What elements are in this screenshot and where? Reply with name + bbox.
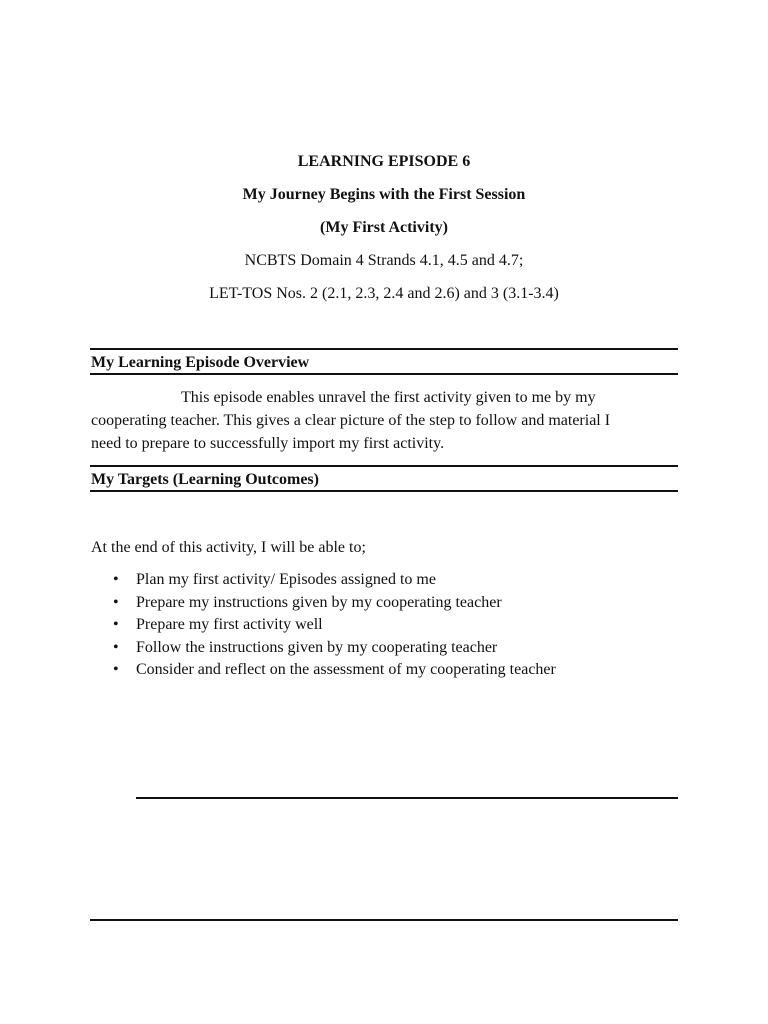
targets-list — [91, 570, 556, 683]
overview-top-rule — [90, 348, 678, 350]
lettos-reference: LET-TOS Nos. 2 (2.1, 2.3, 2.4 and 2.6) and 3 (3.1-3.4) — [209, 285, 559, 302]
list-item — [91, 593, 556, 616]
targets-heading: My Targets (Learning Outcomes) — [91, 471, 319, 488]
bullet-icon: • — [113, 661, 119, 678]
bullet-icon: • — [113, 593, 119, 611]
episode-title: My Journey Begins with the First Session — [242, 186, 526, 203]
bullet-icon: • — [113, 638, 119, 656]
list-item — [91, 570, 556, 593]
episode-subtitle: (My First Activity) — [320, 219, 448, 236]
bullet-icon: • — [113, 616, 119, 633]
answer-line-1 — [136, 797, 678, 799]
list-item-text: Consider and reflect on the assessment of my cooperating teacher — [136, 661, 556, 678]
targets-top-rule — [90, 465, 678, 467]
bullet-icon: • — [113, 571, 119, 588]
overview-text-line-2: cooperating teacher. This gives a clear picture of the step to follow and material I — [91, 412, 611, 429]
overview-text-line-3: need to prepare to successfully import my first activity. — [91, 435, 445, 452]
overview-heading: My Learning Episode Overview — [91, 354, 310, 371]
list-item-text: Follow the instructions given by my cooperating teacher — [136, 638, 498, 656]
episode-number: LEARNING EPISODE 6 — [297, 153, 471, 170]
targets-intro: At the end of this activity, I will be able to; — [91, 539, 366, 556]
ncbts-reference: NCBTS Domain 4 Strands 4.1, 4.5 and 4.7; — [244, 252, 524, 269]
list-item — [91, 638, 556, 661]
list-item — [91, 615, 556, 638]
targets-bottom-rule — [90, 490, 678, 492]
overview-bottom-rule — [90, 373, 678, 375]
list-item-text: Plan my first activity/ Episodes assigned to me — [136, 571, 436, 588]
list-item-text: Prepare my first activity well — [136, 616, 323, 633]
list-item-text: Prepare my instructions given by my cooperating teacher — [136, 593, 502, 611]
answer-line-2 — [90, 919, 678, 921]
overview-text-line-1: This episode enables unravel the first activity given to me by my — [181, 389, 596, 406]
list-item — [91, 660, 556, 683]
